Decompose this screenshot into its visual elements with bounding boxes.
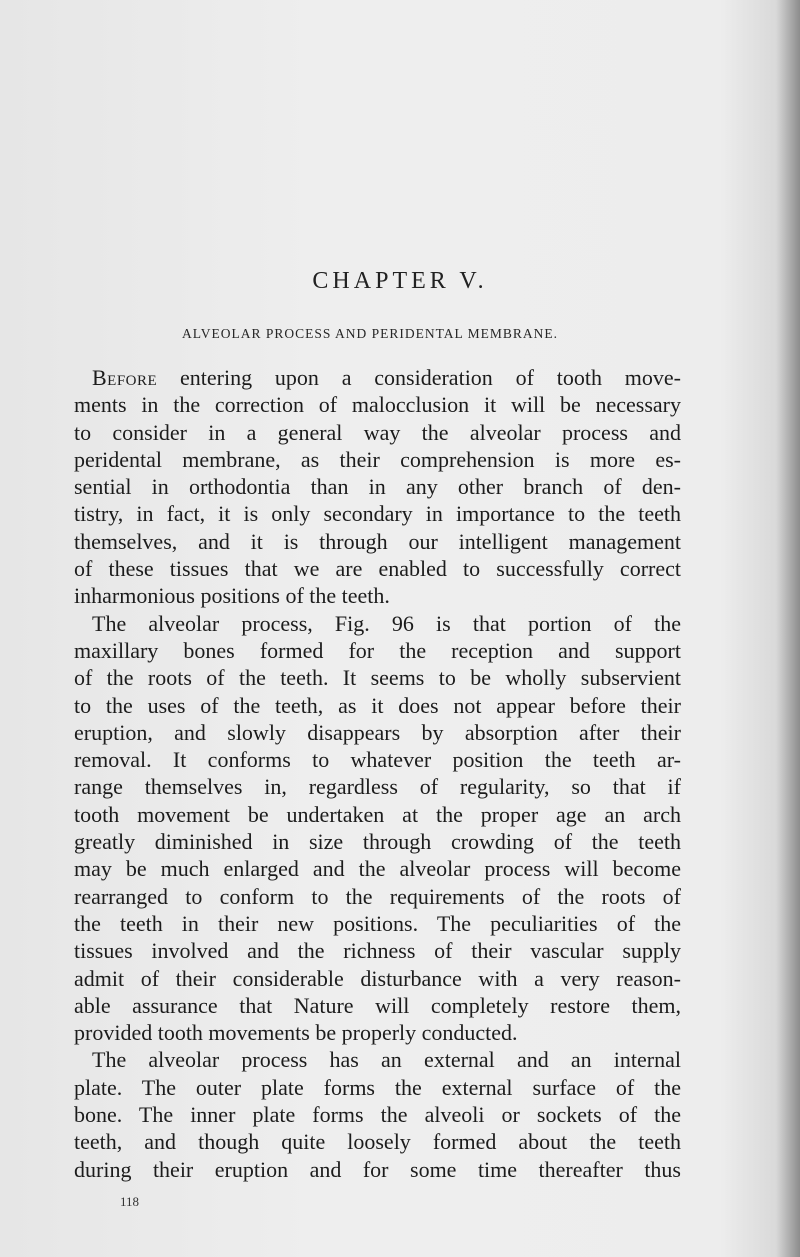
text-line: during their eruption and for some time thereafter thus <box>74 1156 681 1182</box>
paragraph-2 <box>74 610 681 1047</box>
text-line: The alveolar process, Fig. 96 is that portion of the <box>92 610 681 636</box>
text-line: able assurance that Nature will completely restore them, <box>74 992 681 1018</box>
text-line: bone. The inner plate forms the alveoli or sockets of the <box>74 1102 681 1128</box>
body-text <box>74 364 681 1183</box>
text-line: maxillary bones formed for the reception and support <box>74 637 681 663</box>
text-line: inharmonious positions of the teeth. <box>74 583 390 609</box>
text-line: may be much enlarged and the alveolar process will become <box>74 856 681 882</box>
text-line: rearranged to conform to the requirements of the roots of <box>74 883 681 909</box>
paragraph-3 <box>74 1046 681 1182</box>
text-line: themselves, and it is through our intelligent management <box>74 528 681 554</box>
chapter-subtitle: ALVEOLAR PROCESS AND PERIDENTAL MEMBRANE. <box>181 326 559 341</box>
text-line: of these tissues that we are enabled to successfully correct <box>74 556 681 582</box>
text-line: removal. It conforms to whatever position the teeth ar- <box>74 747 681 773</box>
text-line: plate. The outer plate forms the external surface of the <box>74 1074 681 1100</box>
text-line: greatly diminished in size through crowding of the teeth <box>74 829 681 855</box>
text-line: tissues involved and the richness of their vascular supply <box>74 938 681 964</box>
lead-word: Before <box>92 365 158 390</box>
text-line: sential in orthodontia than in any other branch of den- <box>74 474 681 500</box>
text-line: Before entering upon a consideration of tooth move- <box>92 365 681 390</box>
text-line: tooth movement be undertaken at the proper age an arch <box>74 801 681 827</box>
text-line: tistry, in fact, it is only secondary in importance to the teeth <box>74 501 681 527</box>
text-line: to consider in a general way the alveolar process and <box>74 419 681 445</box>
page-number: 118 <box>120 1194 140 1209</box>
text-line: eruption, and slowly disappears by absorption after their <box>74 719 681 745</box>
text-line: of the roots of the teeth. It seems to be wholly subservient <box>74 665 681 691</box>
text-line: admit of their considerable disturbance with a very reason- <box>74 965 681 991</box>
text-line: teeth, and though quite loosely formed about the teeth <box>74 1129 681 1155</box>
text-line: to the uses of the teeth, as it does not appear before their <box>74 692 681 718</box>
text-line: peridental membrane, as their comprehension is more es- <box>74 446 681 472</box>
text-line: ments in the correction of malocclusion it will be necessary <box>74 392 681 418</box>
text-line: The alveolar process has an external and an internal <box>92 1047 681 1073</box>
text-line: the teeth in their new positions. The peculiarities of the <box>74 910 681 936</box>
chapter-title: CHAPTER V. <box>312 268 488 294</box>
text-line: provided tooth movements be properly conducted. <box>74 1020 518 1046</box>
text-line: range themselves in, regardless of regularity, so that if <box>74 774 681 800</box>
paragraph-1 <box>74 364 681 610</box>
